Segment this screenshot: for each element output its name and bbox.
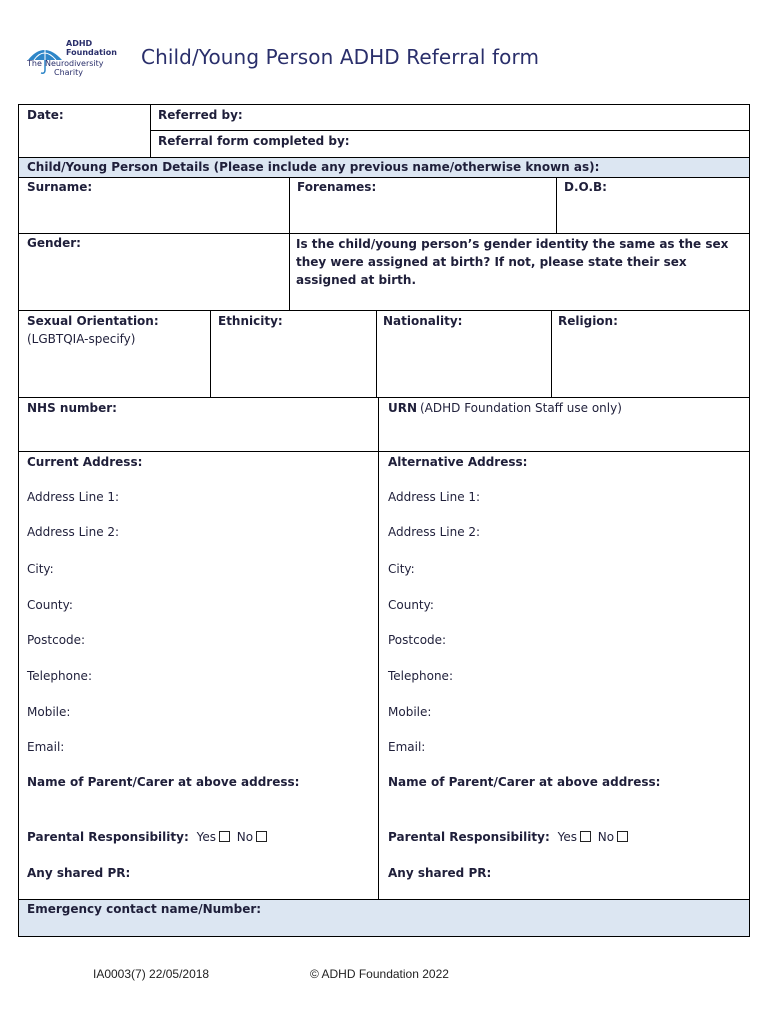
alternative-address-line2: Address Line 2: (388, 525, 481, 539)
logo-text-charity: Charity (54, 68, 83, 77)
current-pr-no-checkbox[interactable] (256, 831, 267, 842)
current-mobile: Mobile: (27, 705, 71, 719)
alternative-pr-no-label: No (597, 830, 615, 844)
nhs-number-cell[interactable] (18, 397, 379, 452)
current-address-line1: Address Line 1: (27, 490, 120, 504)
alternative-county: County: (388, 598, 434, 612)
alternative-pr-label: Parental Responsibility: (388, 830, 550, 844)
alternative-parent-name: Name of Parent/Carer at above address: (388, 775, 661, 789)
completed-by-label: Referral form completed by: (158, 134, 350, 148)
sexual-orientation-cell[interactable] (18, 310, 211, 398)
current-pr-yes-checkbox[interactable] (219, 831, 230, 842)
current-email: Email: (27, 740, 65, 754)
ethnicity-label: Ethnicity: (218, 314, 283, 328)
alternative-parental-responsibility (388, 830, 628, 844)
gender-label: Gender: (27, 236, 81, 250)
alternative-mobile: Mobile: (388, 705, 432, 719)
emergency-contact-cell[interactable] (18, 899, 750, 937)
urn-label: URN (388, 401, 418, 415)
current-pr-yes-label: Yes (196, 830, 216, 844)
nationality-cell[interactable] (376, 310, 552, 398)
current-telephone: Telephone: (27, 669, 92, 683)
alternative-shared-pr: Any shared PR: (388, 866, 492, 880)
referred-by-cell[interactable] (150, 104, 750, 131)
logo-text-the: The (27, 59, 42, 68)
alternative-pr-no-checkbox[interactable] (617, 831, 628, 842)
alternative-city: City: (388, 562, 415, 576)
details-section-label: Child/Young Person Details (Please include any previous name/otherwise known as): (27, 160, 600, 174)
current-shared-pr: Any shared PR: (27, 866, 131, 880)
gender-cell[interactable] (18, 233, 290, 311)
dob-label: D.O.B: (564, 180, 607, 194)
current-city: City: (27, 562, 54, 576)
logo-text-neurodiversity: Neurodiversity (45, 59, 104, 68)
alternative-address-cell[interactable] (378, 451, 750, 900)
referred-by-label: Referred by: (158, 108, 243, 122)
current-pr-no-label: No (236, 830, 254, 844)
forenames-cell[interactable] (289, 177, 557, 234)
current-parental-responsibility (27, 830, 267, 844)
current-address-cell[interactable] (18, 451, 379, 900)
religion-cell[interactable] (551, 310, 750, 398)
current-pr-label: Parental Responsibility: (27, 830, 189, 844)
date-label: Date: (27, 108, 64, 122)
religion-label: Religion: (558, 314, 618, 328)
urn-cell[interactable] (378, 397, 750, 452)
ethnicity-cell[interactable] (210, 310, 377, 398)
page-title: Child/Young Person ADHD Referral form (141, 45, 540, 69)
alternative-telephone: Telephone: (388, 669, 453, 683)
nationality-label: Nationality: (383, 314, 463, 328)
completed-by-cell[interactable] (150, 130, 750, 158)
current-county: County: (27, 598, 73, 612)
sexual-orientation-label: Sexual Orientation: (27, 314, 159, 328)
alternative-address-line1: Address Line 1: (388, 490, 481, 504)
logo-text-adhd: ADHD (66, 39, 93, 48)
surname-label: Surname: (27, 180, 93, 194)
details-section-header (18, 157, 750, 178)
current-parent-name: Name of Parent/Carer at above address: (27, 775, 300, 789)
dob-cell[interactable] (556, 177, 750, 234)
urn-hint: (ADHD Foundation Staff use only) (420, 401, 622, 415)
gender-identity-question: Is the child/young person’s gender identity the same as the sex they were assigned at birth? If not, please state their sex assigned at birth. (296, 237, 729, 287)
gender-identity-cell[interactable] (289, 233, 750, 311)
forenames-label: Forenames: (297, 180, 377, 194)
alternative-pr-yes-checkbox[interactable] (580, 831, 591, 842)
surname-cell[interactable] (18, 177, 290, 234)
nhs-number-label: NHS number: (27, 401, 117, 415)
sexual-orientation-hint: (LGBTQIA-specify) (27, 332, 136, 346)
date-cell[interactable] (18, 104, 151, 158)
alternative-email: Email: (388, 740, 426, 754)
emergency-contact-label: Emergency contact name/Number: (27, 902, 262, 916)
footer-copyright: © ADHD Foundation 2022 (310, 967, 449, 981)
current-address-heading: Current Address: (27, 455, 143, 469)
alternative-pr-yes-label: Yes (557, 830, 577, 844)
current-address-line2: Address Line 2: (27, 525, 120, 539)
footer-form-code: IA0003(7) 22/05/2018 (93, 967, 210, 981)
alternative-address-heading: Alternative Address: (388, 455, 528, 469)
logo-text-foundation: Foundation (66, 48, 117, 57)
current-postcode: Postcode: (27, 633, 86, 647)
alternative-postcode: Postcode: (388, 633, 447, 647)
adhd-foundation-logo (26, 38, 126, 82)
